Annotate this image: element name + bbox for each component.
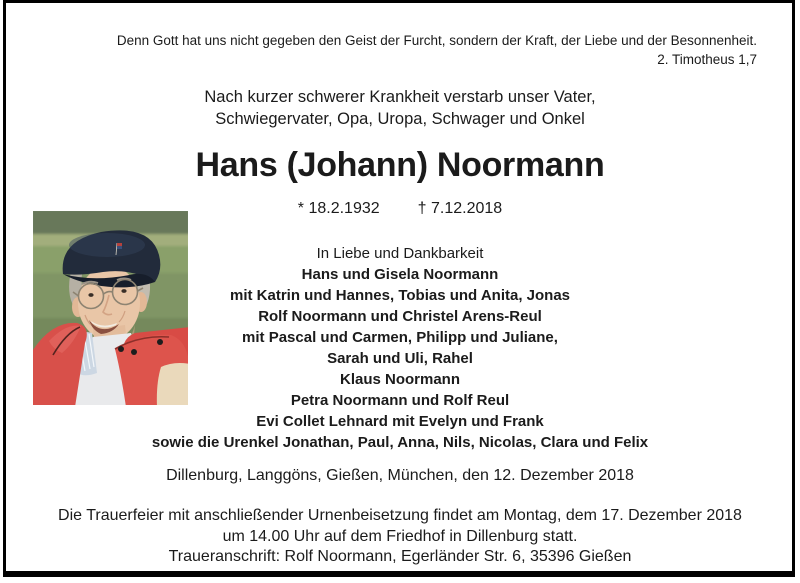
mourner-line: mit Pascal und Carmen, Philipp und Juliane, bbox=[242, 329, 558, 346]
scripture-attribution: 2. Timotheus 1,7 bbox=[657, 52, 757, 67]
mourner-line: mit Katrin und Hannes, Tobias und Anita, Jonas bbox=[229, 287, 571, 304]
mourner-line: Rolf Noormann und Christel Arens-Reul bbox=[258, 308, 542, 325]
mourner-line: Petra Noormann und Rolf Reul bbox=[290, 392, 510, 409]
announcement-line: Nach kurzer schwerer Krankheit verstarb unser Vater, bbox=[204, 88, 596, 106]
death-date: † 7.12.2018 bbox=[417, 200, 503, 217]
mourner-line: Sarah und Uli, Rahel bbox=[327, 350, 473, 367]
mourner-line: Evi Collet Lehnard mit Evelyn und Frank bbox=[256, 413, 544, 430]
mourner-line: Klaus Noormann bbox=[339, 371, 460, 388]
announcement-line: Schwiegervater, Opa, Uropa, Schwager und Onkel bbox=[215, 110, 585, 128]
family-block bbox=[0, 243, 800, 453]
funeral-line: Die Trauerfeier mit anschließender Urnenbeisetzung findet am Montag, dem 17. Dezember 2018 bbox=[58, 507, 742, 524]
mourner-line: sowie die Urenkel Jonathan, Paul, Anna, Nils, Nicolas, Clara und Felix bbox=[151, 434, 649, 451]
deceased-name: Hans (Johann) Noormann bbox=[195, 146, 605, 184]
scripture-block bbox=[117, 31, 757, 69]
funeral-line: Traueranschrift: Rolf Noormann, Egerländer Str. 6, 35396 Gießen bbox=[168, 548, 632, 565]
dedication-line: In Liebe und Dankbarkeit bbox=[316, 245, 484, 262]
announcement-block bbox=[0, 86, 800, 130]
birth-date: * 18.2.1932 bbox=[297, 200, 380, 217]
scripture-quote: Denn Gott hat uns nicht gegeben den Geist der Furcht, sondern der Kraft, der Liebe und der Besonnenheit. bbox=[116, 33, 757, 48]
funeral-info-block bbox=[0, 506, 800, 568]
funeral-line: um 14.00 Uhr auf dem Friedhof in Dillenburg statt. bbox=[222, 527, 578, 545]
date-place-line: Dillenburg, Langgöns, Gießen, München, den 12. Dezember 2018 bbox=[166, 467, 634, 484]
mourner-line: Hans und Gisela Noormann bbox=[301, 266, 499, 283]
